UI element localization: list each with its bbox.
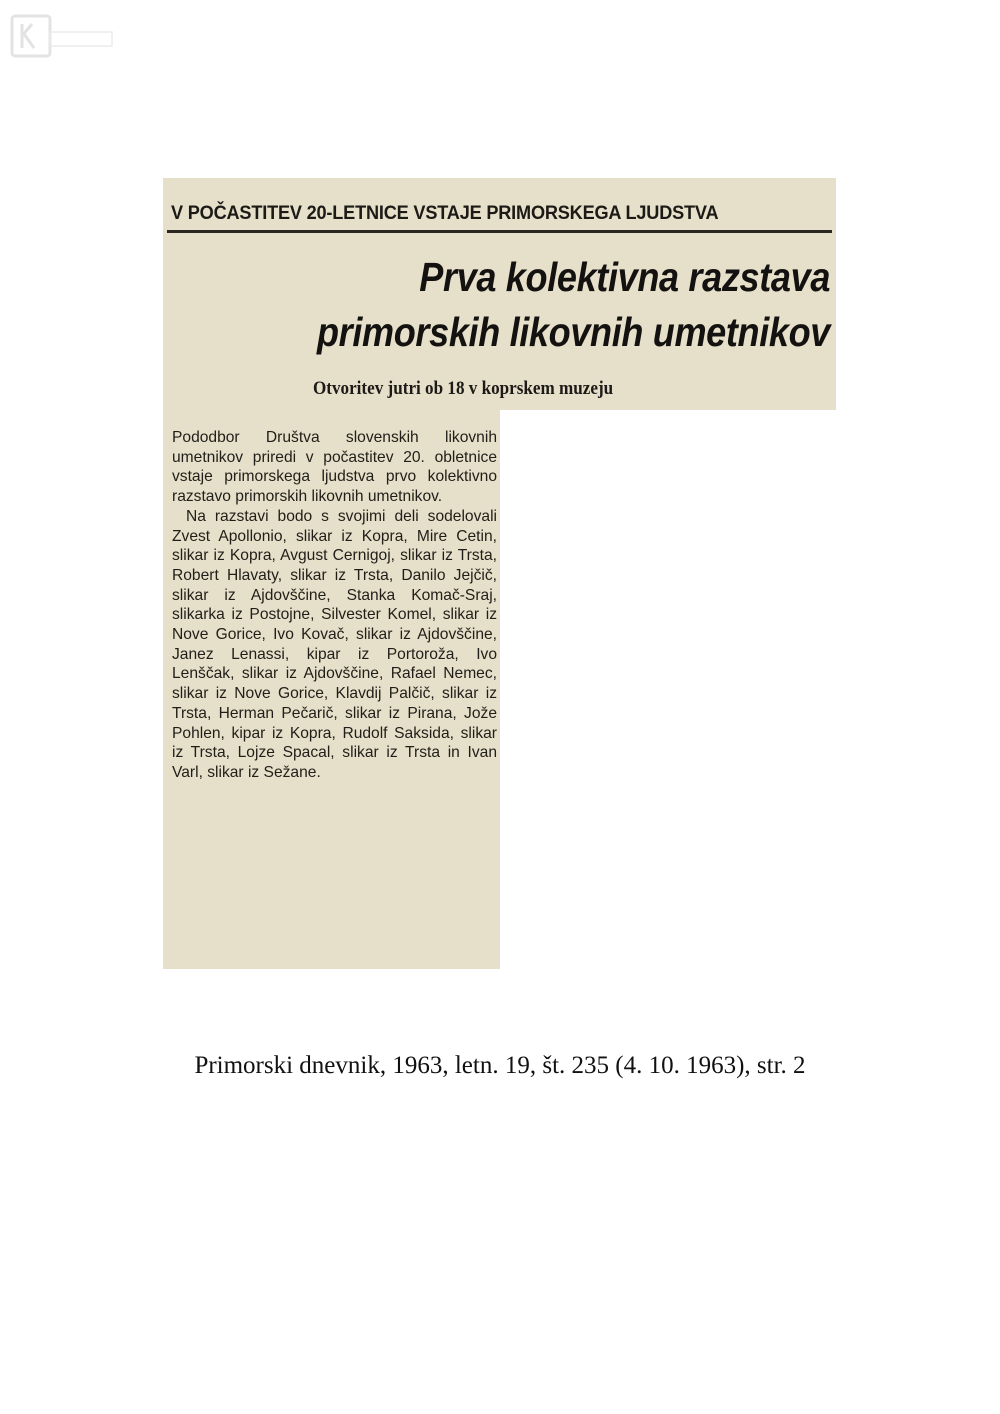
newspaper-clipping bbox=[163, 178, 836, 969]
clipping-kicker: V POČASTITEV 20-LETNICE VSTAJE PRIMORSKEGA LJUDSTVA bbox=[171, 202, 719, 224]
headline-line-2: primorskih likovnih umetnikov bbox=[316, 309, 830, 356]
clipping-body bbox=[172, 428, 497, 783]
kicker-rule bbox=[167, 230, 832, 233]
clipping-subhead: Otvoritev jutri ob 18 v koprskem muzeju bbox=[313, 378, 614, 399]
body-paragraph-2: Na razstavi bodo s svojimi deli sodelovali Zvest Apollonio, slikar iz Kopra, Mire Cetin, slikar iz Kopra, Avgust Cernigoj, slikar iz Trsta, Robert Hlavaty, slikar iz Trsta, Danilo Jejčič, slikar iz Ajdovščine, Stanka Komač-Sraj, slikarka iz Postojne, Silvester Komel, slikar iz Nove Gorice, Ivo Kovač, slikar iz Ajdovščine, Janez Lenassi, kipar iz Portoroža, Ivo Lenščak, slikar iz Ajdovščine, Rafael Nemec, slikar iz Nove Gorice, Klavdij Palčič, slikar iz Trsta, Herman Pečarič, slikar iz Pirana, Jože Pohlen, kipar iz Kopra, Rudolf Saksida, slikar iz Trsta, Lojze Spacal, slikar iz Trsta in Ivan Varl, slikar iz Sežane. bbox=[172, 507, 497, 781]
headline-line-1: Prva kolektivna razstava bbox=[419, 254, 830, 300]
source-caption: Primorski dnevnik, 1963, letn. 19, št. 235 (4. 10. 1963), str. 2 bbox=[194, 1052, 806, 1079]
body-paragraph-1: Pododbor Društva slovenskih likovnih umetnikov priredi v počastitev 20. obletnice vstaje primorskega ljudstva prvo kolektivno razstavo primorskih likovnih umetnikov. bbox=[172, 429, 497, 506]
clipping-blank-area bbox=[500, 410, 836, 969]
clipping-headline bbox=[317, 250, 830, 361]
kamra-logo-icon bbox=[10, 10, 115, 60]
